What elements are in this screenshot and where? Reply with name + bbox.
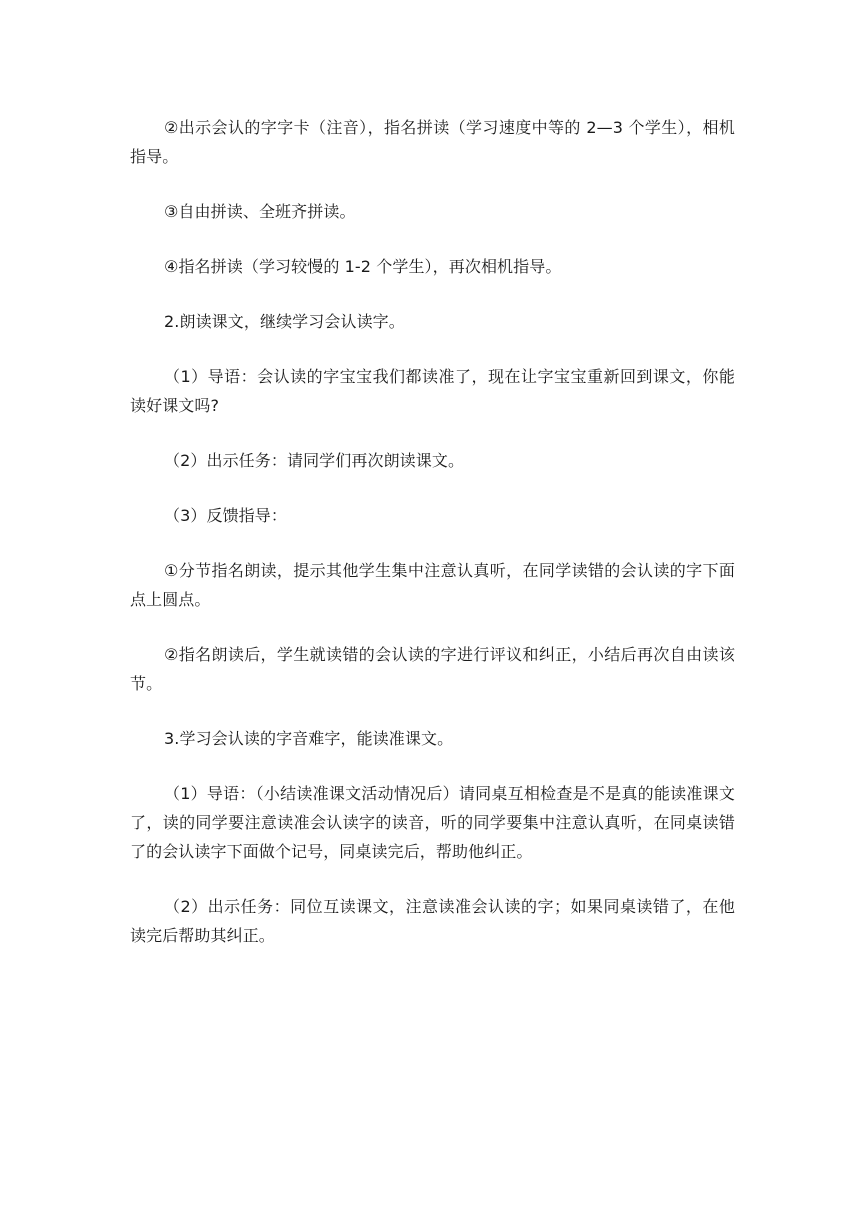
paragraph-2-1-intro: （1）导语：会认读的字宝宝我们都读准了，现在让字宝宝重新回到课文，你能读好课文吗? (130, 367, 735, 415)
paragraph-step-4-named-reading: ④指名拼读（学习较慢的 1-2 个学生），再次相机指导。 (164, 257, 562, 276)
paragraph-feedback-2: ②指名朗读后，学生就读错的会认读的字进行评议和纠正，小结后再次自由读该节。 (130, 645, 735, 693)
paragraph-step-3-free-reading: ③自由拼读、全班齐拼读。 (164, 202, 356, 221)
paragraph-2-2-task: （2）出示任务：请同学们再次朗读课文。 (164, 451, 465, 470)
document-body (130, 113, 735, 950)
paragraph-2-3-feedback: （3）反馈指导： (164, 506, 287, 525)
paragraph-feedback-1: ①分节指名朗读，提示其他学生集中注意认真听，在同学读错的会认读的字下面点上圆点。 (130, 561, 735, 609)
paragraph-3-1-intro: （1）导语：（小结读准课文活动情况后）请同桌互相检查是不是真的能读准课文了，读的同学要注意读准会认读字的读音，听的同学要集中注意认真听，在同桌读错了的会认读字下面做个记号，同桌读完后，帮助他纠正。 (130, 784, 735, 861)
paragraph-step-2-show-cards: ②出示会认的字字卡（注音），指名拼读（学习速度中等的 2—3 个学生），相机指导。 (130, 118, 735, 166)
section-heading-2: 2.朗读课文，继续学习会认读字。 (164, 312, 405, 331)
section-heading-3: 3.学习会认读的字音难字，能读准课文。 (164, 729, 454, 748)
paragraph-3-2-task: （2）出示任务：同位互读课文，注意读准会认读的字；如果同桌读错了，在他读完后帮助其纠正。 (130, 897, 735, 945)
